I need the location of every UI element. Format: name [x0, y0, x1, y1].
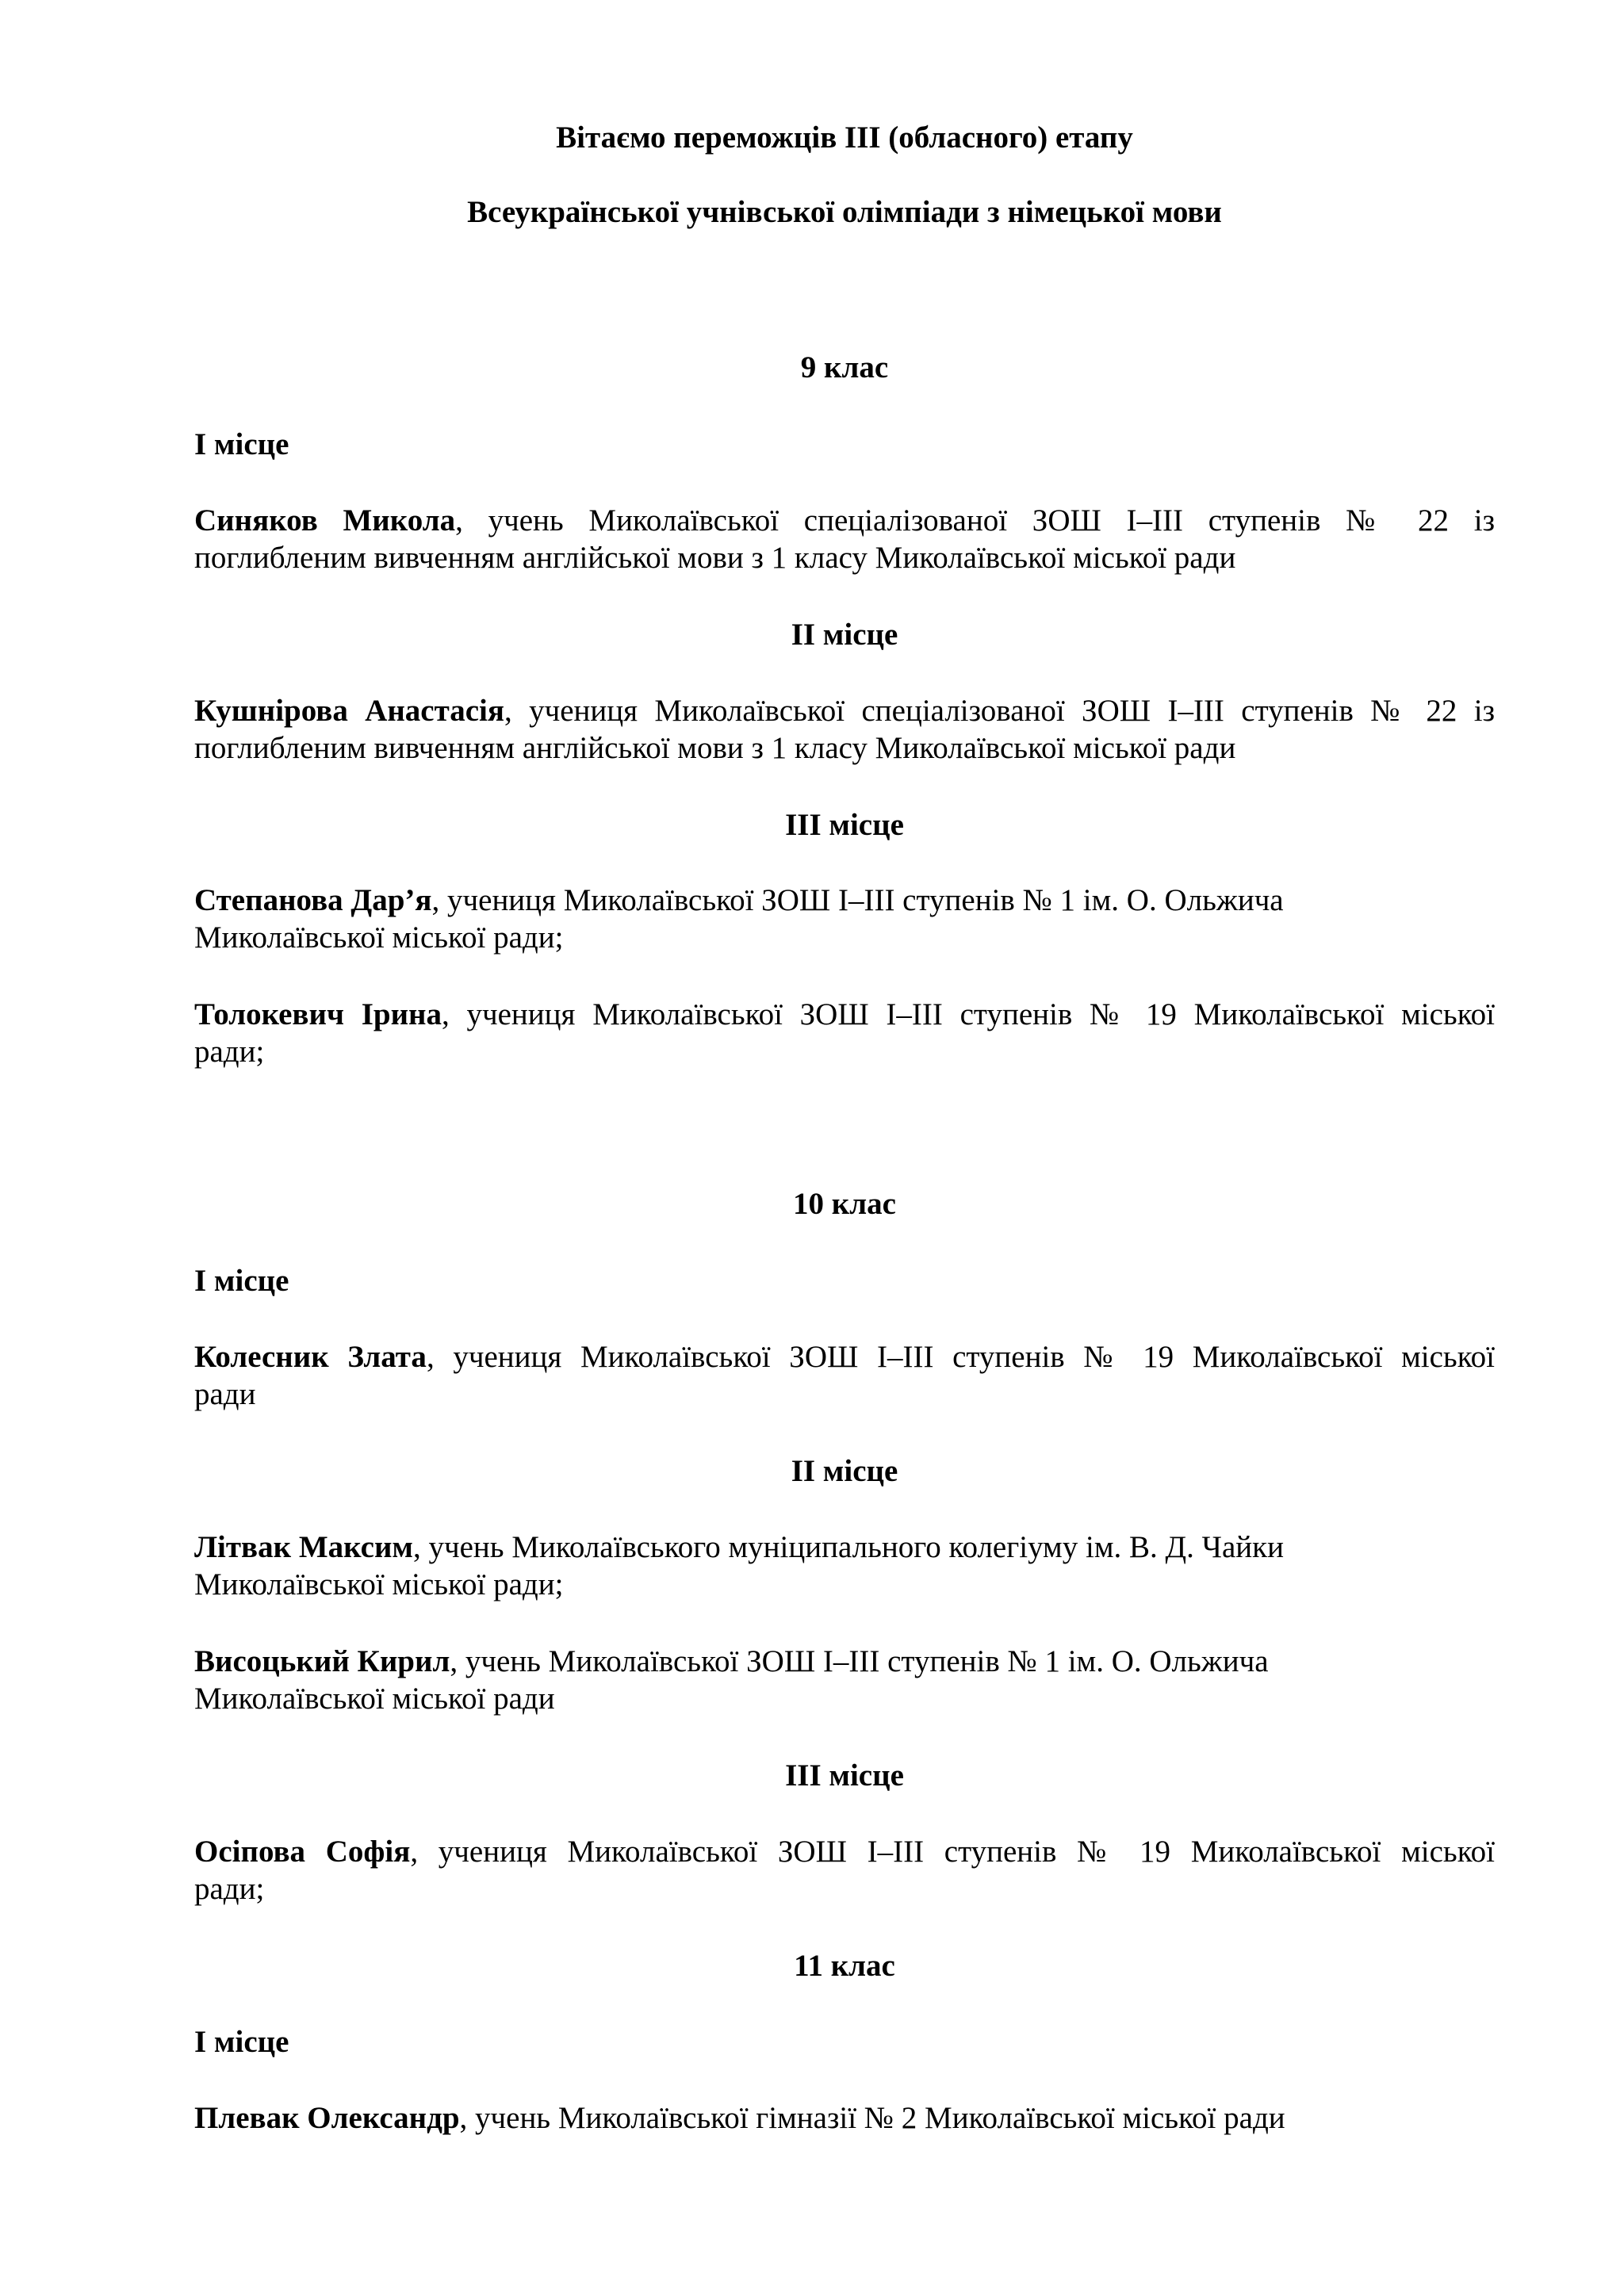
grade-10-place-2-label: ІІ місце: [791, 1454, 898, 1488]
winner-details-line1: , учень Миколаївської гімназії № 2 Миколаївської міської ради: [459, 2101, 1285, 2135]
grade-11-heading: 11 клас: [794, 1949, 895, 1983]
winner-details-line1: , учениця Миколаївської ЗОШ І–ІІІ ступенів № 19 Миколаївської міської: [426, 1340, 1495, 1374]
winner-details-line2: поглибленим вивченням англійської мови з 1 класу Миколаївської міської ради: [194, 541, 1236, 575]
winner-name: Кушнірова Анастасія: [194, 694, 504, 728]
grade-9-place-2-label: ІІ місце: [791, 618, 898, 652]
winner-entry: [194, 1338, 1495, 1413]
grade-11-place-1-label: І місце: [194, 2025, 289, 2059]
winner-name: Осіпова Софія: [194, 1835, 411, 1869]
grade-9-place-3-label: ІІІ місце: [785, 808, 904, 842]
winner-details-line1: , учениця Миколаївської ЗОШ І–ІІІ ступенів № 1 ім. О. Ольжича: [431, 883, 1284, 917]
winner-details-line1: , учень Миколаївського муніципального колегіуму ім. В. Д. Чайки: [413, 1530, 1284, 1564]
grade-9-heading: 9 клас: [800, 350, 889, 385]
winner-entry: [194, 1529, 1495, 1603]
winner-entry: [194, 692, 1495, 767]
winner-entry: [194, 882, 1495, 956]
winner-details-line1: , учениця Миколаївської ЗОШ І–ІІІ ступенів № 19 Миколаївської міської: [442, 997, 1495, 1031]
winner-details-line1: , учениця Миколаївської ЗОШ І–ІІІ ступенів № 19 Миколаївської міської: [410, 1835, 1495, 1869]
winner-details-line2: ради;: [194, 1035, 265, 1069]
grade-10-place-3-label: ІІІ місце: [785, 1758, 904, 1793]
winner-details-line1: , учень Миколаївської ЗОШ І–ІІІ ступенів № 1 ім. О. Ольжича: [450, 1644, 1269, 1678]
winner-details-line2: Миколаївської міської ради;: [194, 920, 564, 955]
winner-name: Толокевич Ірина: [194, 997, 442, 1031]
winner-name: Літвак Максим: [194, 1530, 413, 1564]
winner-details-line2: Миколаївської міської ради;: [194, 1567, 564, 1601]
winner-entry: [194, 1833, 1495, 1908]
winner-details-line2: Миколаївської міської ради: [194, 1682, 555, 1716]
grade-10-heading: 10 клас: [793, 1187, 896, 1221]
winner-name: Синяков Микола: [194, 503, 456, 538]
document-title-line2: Всеукраїнської учнівської олімпіади з німецької мови: [467, 195, 1222, 229]
winner-details-line2: ради;: [194, 1872, 265, 1906]
winner-details-line2: поглибленим вивченням англійської мови з 1 класу Миколаївської міської ради: [194, 731, 1236, 765]
winner-entry: [194, 2099, 1495, 2137]
winner-entry: [194, 502, 1495, 576]
grade-9-place-1-label: І місце: [194, 427, 289, 461]
winner-details-line2: ради: [194, 1377, 256, 1411]
winner-details-line1: , учень Миколаївської спеціалізованої ЗОШ І–ІІІ ступенів № 22 із: [455, 503, 1495, 538]
winner-name: Плевак Олександр: [194, 2101, 460, 2135]
winner-entry: [194, 1643, 1495, 1717]
winner-name: Степанова Дар’я: [194, 883, 432, 917]
grade-10-place-1-label: І місце: [194, 1264, 289, 1298]
document-title-line1: Вітаємо переможців ІІІ (обласного) етапу: [556, 121, 1133, 155]
winner-name: Висоцький Кирил: [194, 1644, 450, 1678]
winner-name: Колесник Злата: [194, 1340, 427, 1374]
winner-entry: [194, 996, 1495, 1070]
winner-details-line1: , учениця Миколаївської спеціалізованої ЗОШ І–ІІІ ступенів № 22 із: [504, 694, 1495, 728]
